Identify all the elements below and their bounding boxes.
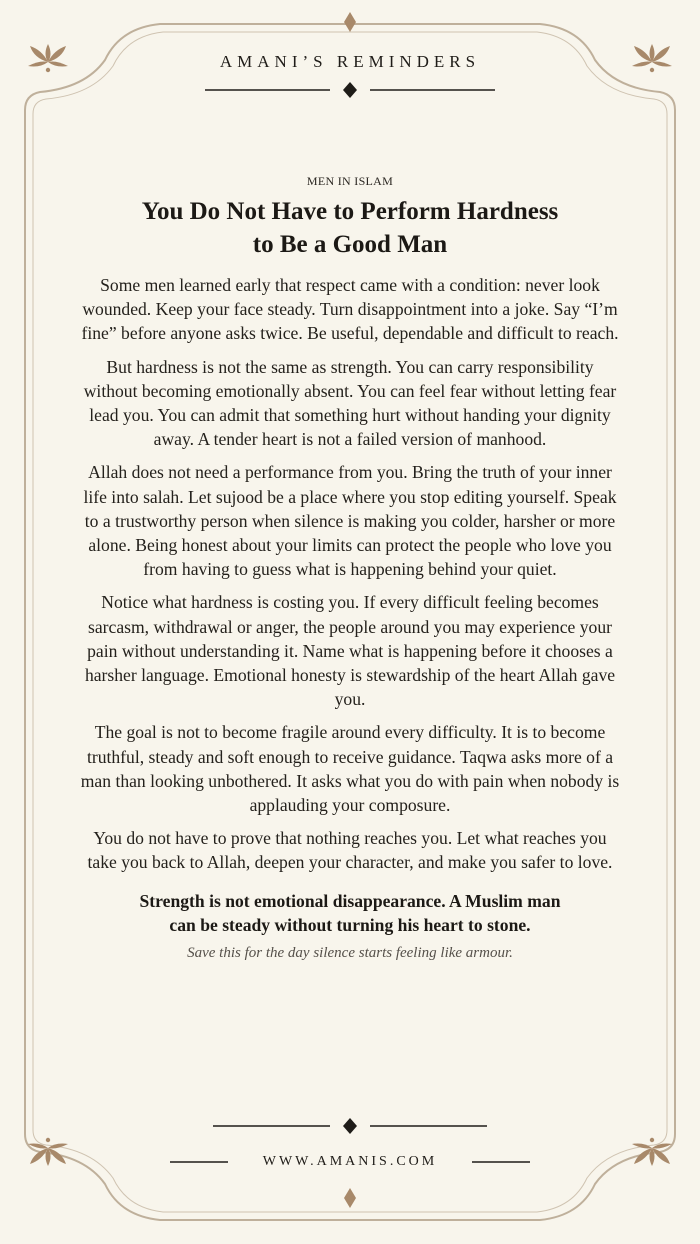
save-note: Save this for the day silence starts feeling like armour. xyxy=(187,945,513,962)
reminder-card-body xyxy=(78,174,622,962)
closing-statement xyxy=(78,889,622,937)
title-line-2: to Be a Good Man xyxy=(252,231,448,258)
closing-line-1: Strength is not emotional disappearance. A Muslim man xyxy=(139,890,561,911)
header-diamond-icon xyxy=(343,82,357,98)
paragraph-5: The goal is not to become fragile around every difficulty. It is to become truthful, steady and soft enough to receive guidance. Taqwa asks more of a man than looking unbothered. It asks what you do with pain when nobody is applauding your composure. xyxy=(80,722,620,816)
footer-diamond-icon xyxy=(343,1118,357,1134)
paragraph-4: Notice what hardness is costing you. If every difficult feeling becomes sarcasm, withdrawal or anger, the people around you may experience your pain without understanding it. Name what is happening before it chooses a harsher language. Emotional honesty is stewardship of the heart Allah gave you. xyxy=(84,592,616,710)
title-line-1: You Do Not Have to Perform Hardness xyxy=(141,198,559,225)
paragraph-6: You do not have to prove that nothing reaches you. Let what reaches you take you back to Allah, deepen your character, and make you safer to love. xyxy=(87,828,613,873)
top-ornament-icon xyxy=(344,12,356,32)
paragraph-3: Allah does not need a performance from you. Bring the truth of your inner life into salah. Let sujood be a place where you stop editing yourself. Speak to a trustworthy person when silence is making you colder, harsher or more alone. Being honest about your limits can protect the people who love you from having to guess what is happening behind your quiet. xyxy=(83,462,617,580)
bottom-ornament-icon xyxy=(344,1188,356,1208)
paragraph-1: Some men learned early that respect came with a condition: never look wounded. Keep your face steady. Turn disappointment into a joke. Say “I’m fine” before anyone asks twice. Be useful, dependable and difficult to reach. xyxy=(81,275,619,344)
website-link[interactable]: WWW.AMANIS.COM xyxy=(262,1154,438,1169)
paragraph-2: But hardness is not the same as strength. You can carry responsibility without becoming emotionally absent. You can feel fear without letting fear lead you. You can admit that something hurt without handing your dignity away. A tender heart is not a failed version of manhood. xyxy=(83,356,617,450)
brand-title: AMANI’S REMINDERS xyxy=(219,52,481,71)
page-title xyxy=(78,195,622,261)
category-label: MEN IN ISLAM xyxy=(306,174,394,188)
closing-line-2: can be steady without turning his heart to stone. xyxy=(169,914,531,935)
